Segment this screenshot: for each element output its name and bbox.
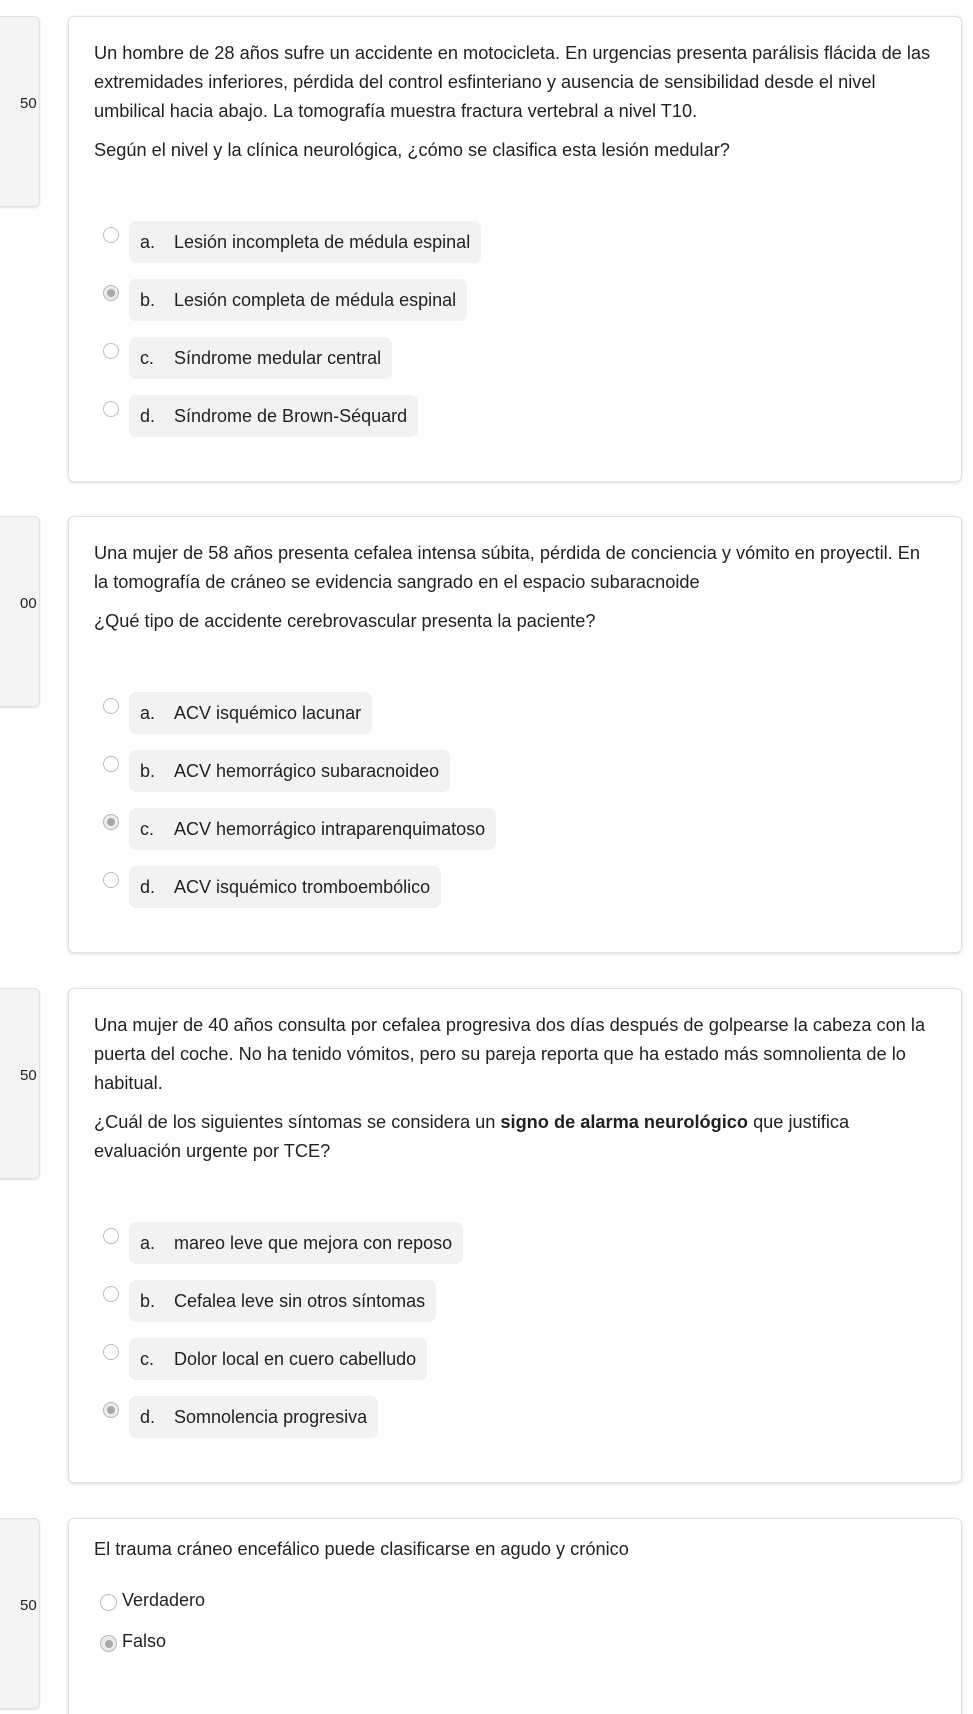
question-card xyxy=(68,16,962,482)
option-text[interactable]: Verdadero xyxy=(122,1590,206,1610)
answer-option[interactable] xyxy=(94,1338,937,1380)
option-letter: b. xyxy=(140,1290,156,1311)
option-text: Lesión completa de médula espinal xyxy=(174,289,457,310)
answer-options xyxy=(94,1586,937,1668)
question-paragraph: Un hombre de 28 años sufre un accidente en motocicleta. En urgencias presenta parálisis flácida de las extremidades inferiores, pérdida del control esfinteriano y ausencia de sensibilidad desde el nivel umbilical hacia abajo. La tomografía muestra fractura vertebral a nivel T10. xyxy=(94,43,931,121)
option-text: Somnolencia progresiva xyxy=(174,1406,368,1427)
question-text xyxy=(94,1011,937,1166)
option-letter: d. xyxy=(140,1406,156,1427)
option-text: Lesión incompleta de médula espinal xyxy=(174,231,471,252)
option-label[interactable] xyxy=(129,808,496,850)
radio-button[interactable] xyxy=(103,343,119,359)
option-text: Síndrome medular central xyxy=(174,347,382,368)
prompt-emphasis: signo de alarma neurológico xyxy=(500,1112,749,1132)
option-label[interactable] xyxy=(129,221,481,263)
option-label[interactable] xyxy=(129,1222,463,1264)
option-letter: a. xyxy=(140,702,156,723)
question-mark: 50 xyxy=(20,1597,37,1614)
answer-option[interactable] xyxy=(94,221,937,263)
question-text xyxy=(94,1535,937,1564)
radio-button[interactable] xyxy=(103,1344,119,1360)
question-mark: 00 xyxy=(20,595,37,612)
option-label[interactable] xyxy=(129,1396,378,1438)
option-letter: a. xyxy=(140,231,156,252)
question-text xyxy=(94,39,937,165)
option-text: ACV isquémico tromboembólico xyxy=(174,876,431,897)
question-paragraph: Una mujer de 40 años consulta por cefalea progresiva dos días después de golpearse la cabeza con la puerta del coche. No ha tenido vómitos, pero su pareja reporta que ha estado más somnolienta de lo habitual. xyxy=(94,1015,926,1093)
option-letter: b. xyxy=(140,289,156,310)
radio-button[interactable] xyxy=(103,756,119,772)
question-paragraph: Una mujer de 58 años presenta cefalea intensa súbita, pérdida de conciencia y vómito en proyectil. En la tomografía de cráneo se evidencia sangrado en el espacio subaracnoide xyxy=(94,543,921,592)
option-label[interactable] xyxy=(129,395,418,437)
radio-button-selected[interactable] xyxy=(103,285,119,301)
answer-option[interactable] xyxy=(94,866,937,908)
answer-option[interactable] xyxy=(94,808,937,850)
answer-options xyxy=(94,692,937,908)
option-text: ACV isquémico lacunar xyxy=(174,702,362,723)
option-label[interactable] xyxy=(129,337,392,379)
answer-option-false[interactable] xyxy=(94,1627,937,1668)
option-text: Dolor local en cuero cabelludo xyxy=(174,1348,417,1369)
answer-option[interactable] xyxy=(94,1396,937,1438)
option-text: Síndrome de Brown-Séquard xyxy=(174,405,408,426)
option-label[interactable] xyxy=(129,1338,427,1380)
answer-option[interactable] xyxy=(94,337,937,379)
answer-option-true[interactable] xyxy=(94,1586,937,1627)
answer-option[interactable] xyxy=(94,692,937,734)
radio-button[interactable] xyxy=(103,1286,119,1302)
option-label[interactable] xyxy=(129,750,450,792)
option-label[interactable] xyxy=(129,279,467,321)
answer-option[interactable] xyxy=(94,395,937,437)
question-text xyxy=(94,539,937,636)
answer-option[interactable] xyxy=(94,279,937,321)
question-mark: 50 xyxy=(20,95,37,112)
question-card xyxy=(68,516,962,953)
radio-button[interactable] xyxy=(100,1594,117,1611)
answer-option[interactable] xyxy=(94,1222,937,1264)
option-text: Cefalea leve sin otros síntomas xyxy=(174,1290,426,1311)
prompt-text: que justifica evaluación urgente por TCE? xyxy=(94,1112,850,1161)
question-statement: El trauma cráneo encefálico puede clasificarse en agudo y crónico xyxy=(94,1539,629,1559)
question-mark: 50 xyxy=(20,1067,37,1084)
question-prompt xyxy=(94,1108,937,1166)
option-letter: b. xyxy=(140,760,156,781)
option-letter: c. xyxy=(140,1348,155,1369)
question-prompt: Según el nivel y la clínica neurológica, ¿cómo se clasifica esta lesión medular? xyxy=(94,140,730,160)
radio-button[interactable] xyxy=(103,227,119,243)
answer-option[interactable] xyxy=(94,1280,937,1322)
option-label[interactable] xyxy=(129,692,372,734)
question-prompt: ¿Qué tipo de accidente cerebrovascular presenta la paciente? xyxy=(94,611,596,631)
radio-button[interactable] xyxy=(103,698,119,714)
radio-button-selected[interactable] xyxy=(103,814,119,830)
option-letter: a. xyxy=(140,1232,156,1253)
option-letter: c. xyxy=(140,818,155,839)
option-text: mareo leve que mejora con reposo xyxy=(174,1232,453,1253)
answer-options xyxy=(94,221,937,437)
option-letter: c. xyxy=(140,347,155,368)
option-label[interactable] xyxy=(129,866,441,908)
option-letter: d. xyxy=(140,876,156,897)
option-text: ACV hemorrágico subaracnoideo xyxy=(174,760,440,781)
option-label[interactable] xyxy=(129,1280,436,1322)
radio-button[interactable] xyxy=(103,1228,119,1244)
question-card xyxy=(68,1518,962,1714)
question-card xyxy=(68,988,962,1483)
option-text[interactable]: Falso xyxy=(122,1631,167,1651)
option-text: ACV hemorrágico intraparenquimatoso xyxy=(174,818,486,839)
radio-button-selected[interactable] xyxy=(103,1402,119,1418)
answer-options xyxy=(94,1222,937,1438)
radio-button[interactable] xyxy=(103,872,119,888)
option-letter: d. xyxy=(140,405,156,426)
radio-button-selected[interactable] xyxy=(100,1635,117,1652)
prompt-text: ¿Cuál de los siguientes síntomas se considera un xyxy=(94,1112,501,1132)
answer-option[interactable] xyxy=(94,750,937,792)
radio-button[interactable] xyxy=(103,401,119,417)
